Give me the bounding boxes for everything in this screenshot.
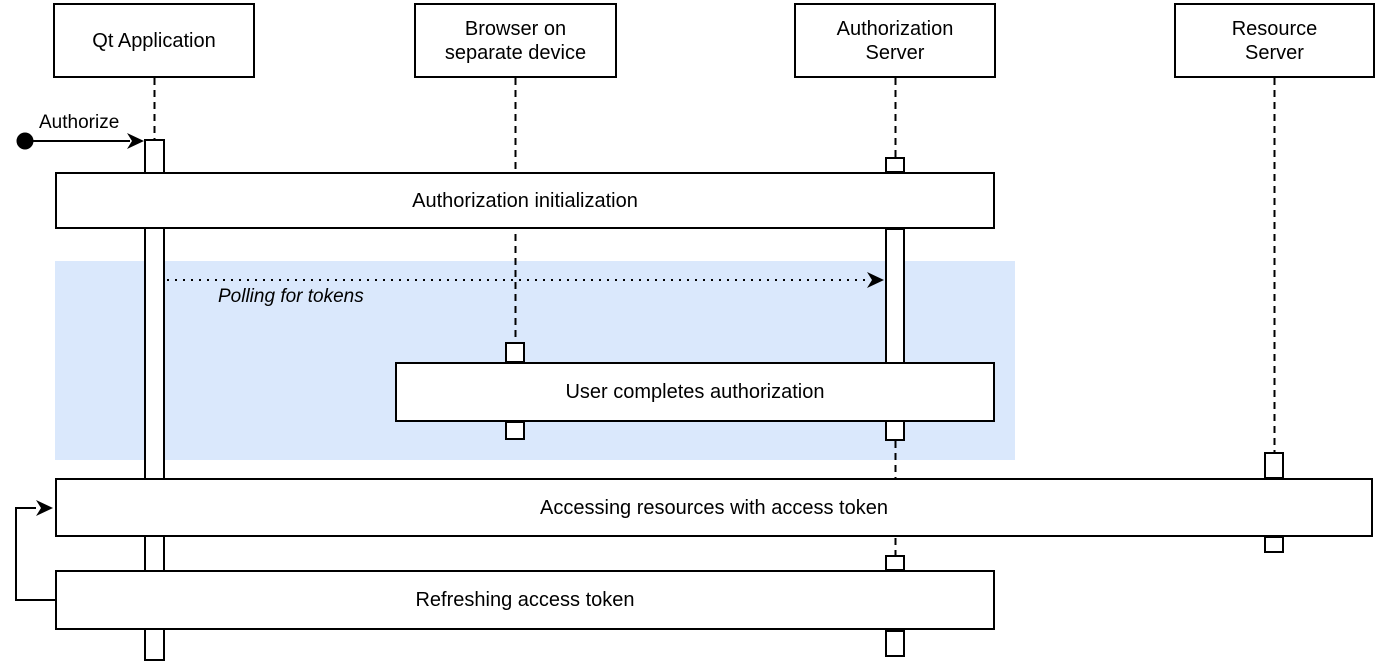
activation-resource-server-top-stub: [1264, 452, 1284, 479]
refresh-loop-arrowhead-icon: [36, 500, 53, 516]
message-label: Authorization initialization: [412, 189, 638, 212]
participant-label: Resource Server: [1231, 17, 1318, 64]
start-node-icon: [17, 133, 34, 150]
participant-label: Qt Application: [92, 29, 216, 52]
participant-authorization-server: [794, 3, 996, 78]
message-box-accessing-resources: [55, 478, 1373, 537]
activation-auth-server-refresh-bottom-stub: [885, 630, 905, 657]
message-box-authorization-initialization: [55, 172, 995, 229]
activation-auth-server-init-stub: [885, 157, 905, 173]
activation-auth-server-polling: [885, 228, 905, 378]
activation-auth-server-refresh-top-stub: [885, 555, 905, 571]
activation-auth-server-after-user-box: [885, 420, 905, 441]
activation-browser-top-stub: [505, 342, 525, 363]
participant-resource-server: [1174, 3, 1375, 78]
participant-label: Authorization Server: [836, 17, 954, 64]
authorize-message-label: Authorize: [39, 112, 120, 133]
participant-browser: [414, 3, 617, 78]
polling-for-tokens-label: Polling for tokens: [218, 286, 364, 307]
participant-label: Browser on separate device: [444, 17, 587, 64]
message-box-refreshing-access-token: [55, 570, 995, 630]
message-label: Refreshing access token: [415, 589, 635, 611]
message-box-user-completes-authorization: [395, 362, 995, 422]
refresh-loop-arrow-line: [16, 508, 55, 600]
polling-arrowhead-icon: [867, 272, 884, 288]
activation-resource-server-bottom-stub: [1264, 536, 1284, 553]
message-label: User completes authorization: [565, 381, 825, 403]
activation-browser-bottom-stub: [505, 421, 525, 440]
participant-qt-application: [53, 3, 255, 78]
message-label: Accessing resources with access token: [540, 496, 888, 519]
